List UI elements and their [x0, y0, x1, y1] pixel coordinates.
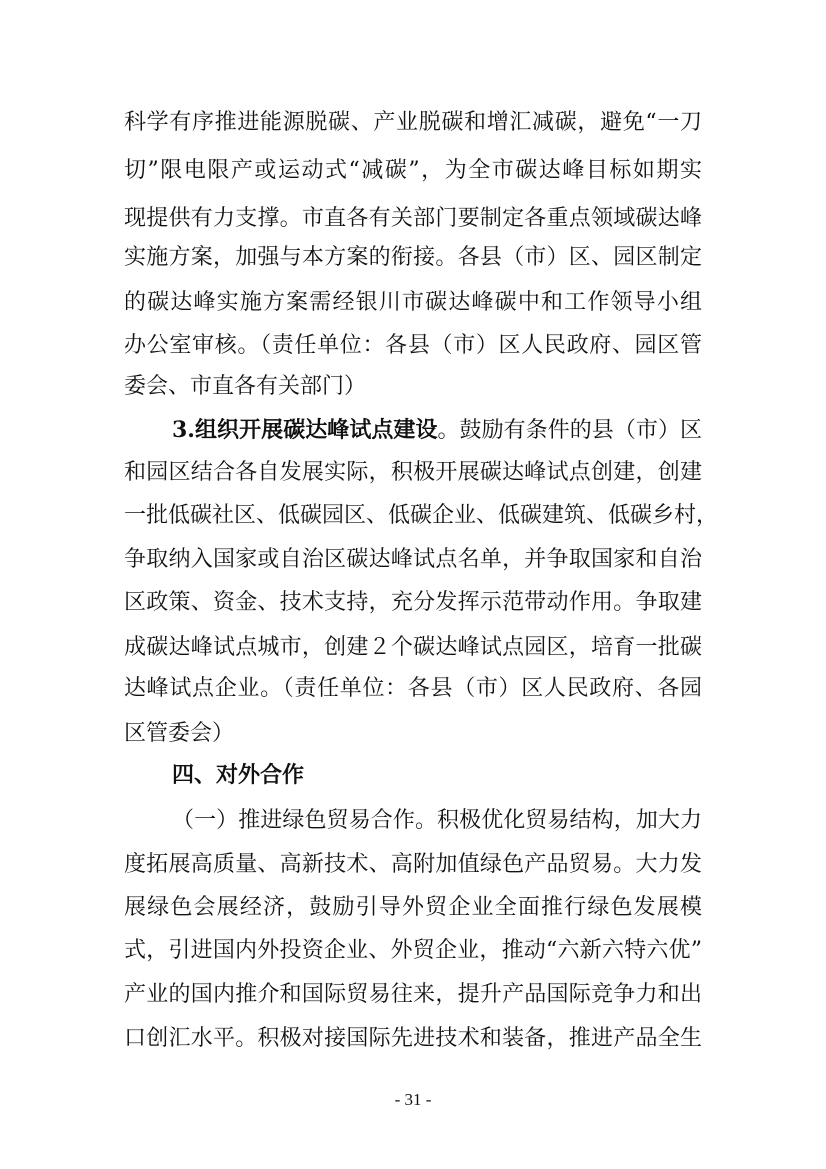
body-text-line: 度拓展高质量、高新技术、高附加值绿色产品贸易。大力发: [124, 852, 702, 877]
body-text-line: 产业的国内推介和国际贸易往来，提升产品国际竞争力和出: [124, 982, 702, 1007]
subsection-lead-text: 。鼓励有条件的县（市）区: [437, 418, 702, 443]
body-text-line: （一）推进绿色贸易合作。积极优化贸易结构，加大力: [172, 808, 702, 833]
body-text-line: 区管委会）: [124, 721, 235, 746]
body-text-line: 区政策、资金、技术支持，充分发挥示范带动作用。争取建: [124, 590, 702, 615]
body-text-line: 展绿色会展经济，鼓励引导外贸企业全面推行绿色发展模: [124, 895, 702, 920]
subsection-title: 3.组织开展碳达峰试点建设: [172, 417, 438, 443]
body-text-line: 科学有序推进能源脱碳、产业脱碳和增汇减碳，避免“一刀: [124, 110, 702, 135]
page-number: - 31 -: [394, 1090, 432, 1109]
body-text-line: 办公室审核。（责任单位：各县（市）区人民政府、园区管: [124, 333, 702, 358]
body-text-line: 实施方案，加强与本方案的衔接。各县（市）区、园区制定: [124, 245, 702, 270]
section-heading: 四、对外合作: [172, 763, 305, 788]
body-text-line: 和园区结合各自发展实际，积极开展碳达峰试点创建，创建: [124, 460, 702, 485]
body-text-line: 一批低碳社区、低碳园区、低碳企业、低碳建筑、低碳乡村，: [124, 503, 719, 528]
body-text-line: 现提供有力支撑。市直各有关部门要制定各重点领域碳达峰: [124, 206, 702, 231]
body-text-line: 争取纳入国家或自治区碳达峰试点名单，并争取国家和自治: [124, 547, 702, 572]
body-text-line: 达峰试点企业。（责任单位：各县（市）区人民政府、各园: [124, 676, 702, 701]
subsection-lead-line: [172, 410, 702, 450]
body-text-line: 成碳达峰试点城市，创建２个碳达峰试点园区，培育一批碳: [124, 635, 702, 660]
body-text-line: 的碳达峰实施方案需经银川市碳达峰碳中和工作领导小组: [124, 290, 702, 315]
body-text-line: 式，引进国内外投资企业、外贸企业，推动“六新六特六优”: [124, 938, 702, 963]
body-text-line: 口创汇水平。积极对接国际先进技术和装备，推进产品全生: [124, 1026, 702, 1051]
body-text-line: 切”限电限产或运动式“减碳”，为全市碳达峰目标如期实: [124, 158, 702, 183]
body-text-line: 委会、市直各有关部门）: [124, 374, 367, 399]
